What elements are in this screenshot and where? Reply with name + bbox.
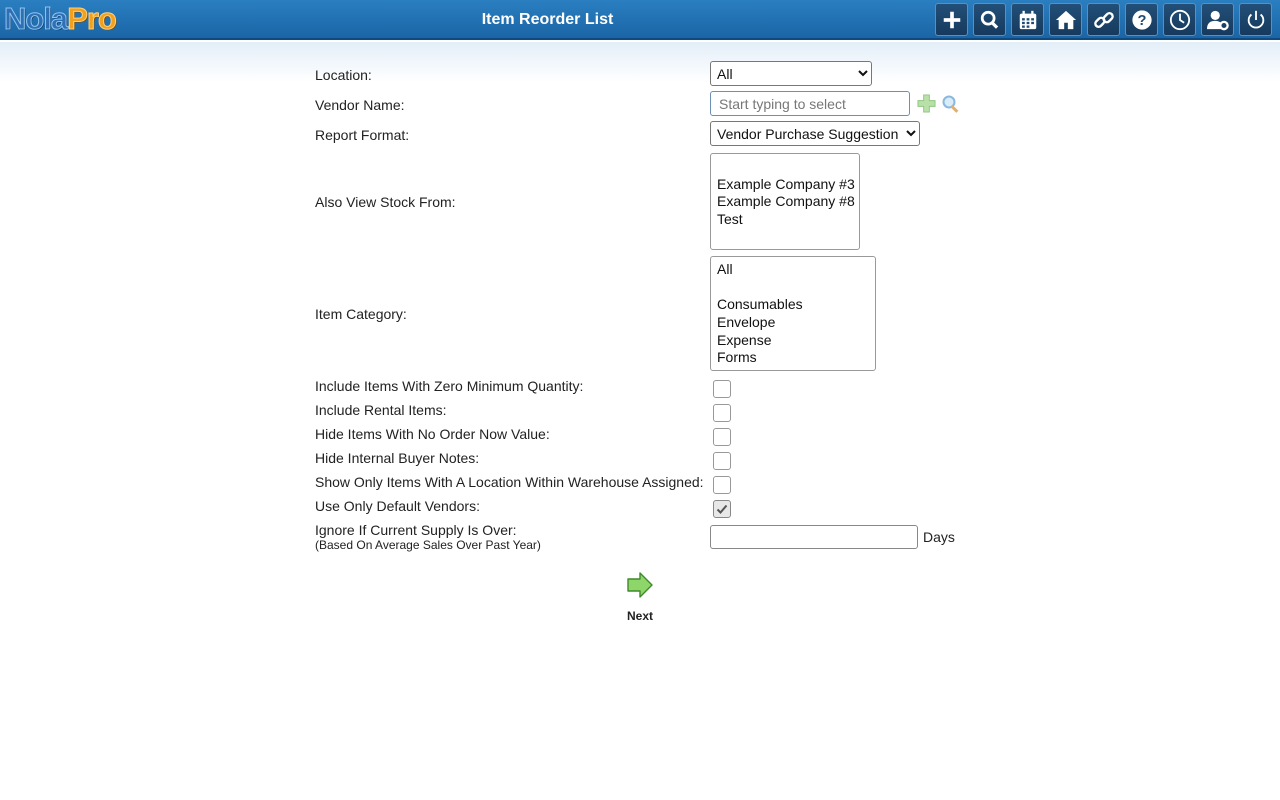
warehouse-location-checkbox[interactable]	[713, 476, 731, 494]
supply-label-text: Ignore If Current Supply Is Over:	[315, 522, 517, 538]
vendor-name-label: Vendor Name:	[315, 97, 405, 113]
also-view-stock-label: Also View Stock From:	[315, 194, 456, 210]
location-label: Location:	[315, 67, 372, 83]
checkmark-icon	[716, 503, 728, 515]
top-bar	[0, 0, 1280, 40]
svg-text:?: ?	[1137, 12, 1146, 29]
header-gradient	[0, 42, 1280, 82]
lookup-vendor-icon[interactable]	[941, 94, 961, 114]
logout-button[interactable]	[1239, 3, 1272, 36]
user-settings-button[interactable]	[1201, 3, 1234, 36]
page-title: Item Reorder List	[481, 11, 614, 28]
next-label: Next	[626, 609, 653, 623]
also-view-stock-list[interactable]	[710, 153, 860, 250]
list-item[interactable]: Test	[717, 211, 743, 228]
list-item[interactable]	[717, 158, 853, 176]
nolapro-logo[interactable]: NolaPro	[4, 1, 116, 36]
no-order-now-checkbox[interactable]	[713, 428, 731, 446]
report-format-select[interactable]	[710, 121, 920, 146]
clock-icon	[1169, 9, 1191, 31]
clock-button[interactable]	[1163, 3, 1196, 36]
add-icon	[941, 9, 963, 31]
item-category-label: Item Category:	[315, 306, 407, 322]
help-button[interactable]	[1125, 3, 1158, 36]
list-item[interactable]: Expense	[717, 331, 772, 348]
list-item[interactable]: Example Company #3	[717, 175, 855, 192]
calendar-button[interactable]	[1011, 3, 1044, 36]
buyer-notes-checkbox[interactable]	[713, 452, 731, 470]
supply-label	[315, 522, 541, 552]
no-order-now-label: Hide Items With No Order Now Value:	[315, 426, 550, 442]
calendar-icon	[1017, 9, 1039, 31]
add-button[interactable]	[935, 3, 968, 36]
help-icon	[1131, 9, 1153, 31]
default-vendors-label: Use Only Default Vendors:	[315, 498, 480, 514]
link-icon	[1093, 9, 1115, 31]
location-select[interactable]	[710, 61, 872, 86]
links-button[interactable]	[1087, 3, 1120, 36]
user-settings-icon	[1207, 9, 1229, 31]
days-unit: Days	[923, 529, 955, 545]
list-item[interactable]: Consumables	[717, 296, 803, 313]
home-button[interactable]	[1049, 3, 1082, 36]
search-button[interactable]	[973, 3, 1006, 36]
default-vendors-checkbox[interactable]	[713, 500, 731, 518]
rental-items-checkbox[interactable]	[713, 404, 731, 422]
zero-min-qty-label: Include Items With Zero Minimum Quantity:	[315, 378, 584, 394]
list-item[interactable]: Forms	[717, 349, 757, 366]
item-category-list[interactable]	[710, 256, 876, 371]
list-item[interactable]: All	[717, 261, 733, 277]
buyer-notes-label: Hide Internal Buyer Notes:	[315, 450, 480, 466]
report-format-label: Report Format:	[315, 127, 410, 143]
add-vendor-icon[interactable]	[917, 94, 936, 113]
rental-items-label: Include Rental Items:	[315, 402, 447, 418]
next-arrow-icon	[626, 570, 654, 600]
search-icon	[979, 9, 1001, 31]
warehouse-location-label: Show Only Items With A Location Within Warehouse Assigned:	[315, 474, 704, 490]
home-icon	[1055, 9, 1077, 31]
supply-sublabel: (Based On Average Sales Over Past Year)	[315, 538, 541, 552]
power-icon	[1245, 9, 1267, 31]
supply-days-input[interactable]	[710, 525, 918, 549]
list-item[interactable]: Envelope	[717, 314, 776, 331]
next-button[interactable]	[610, 570, 670, 623]
zero-min-qty-checkbox[interactable]	[713, 380, 731, 398]
list-item[interactable]	[717, 279, 869, 297]
list-item[interactable]: Example Company #8	[717, 193, 855, 210]
vendor-name-input[interactable]	[710, 91, 910, 116]
